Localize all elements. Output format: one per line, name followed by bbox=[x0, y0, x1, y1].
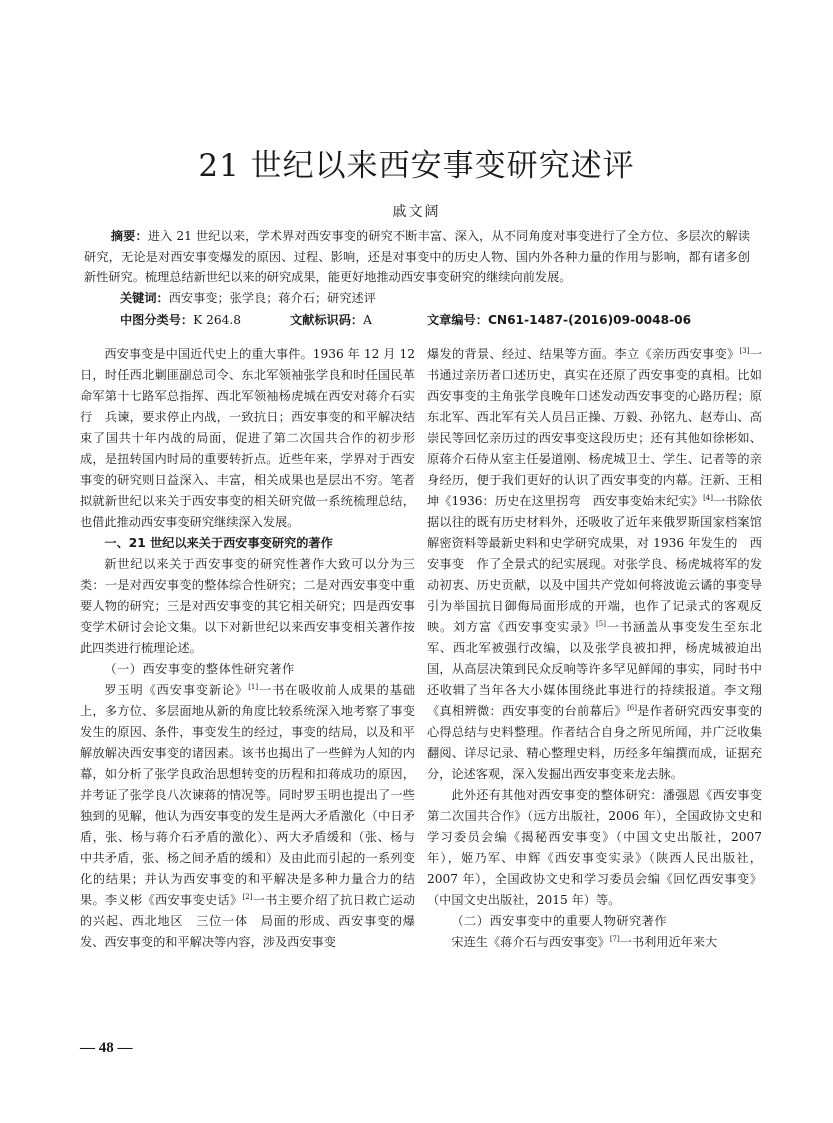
article-title: 21 世纪以来西安事变研究述评 bbox=[198, 148, 635, 184]
intro-paragraph: 西安事变是中国近代史上的重大事件。1936 年 12 月 12 日，时任西北剿匪副总司令、东北军领袖张学良和时任国民革命军第十七路军总指挥、西北军领袖杨虎城在西安对蒋介石实行 兵谏，要求停止内战，一致抗日；西安事变的和平解决结束了国共十年内战的局面，促进了第二次国共合作的初步形成，是扭转国内时局的重要转折点。近些年来，学界对于西安事变的研究则日益深入、丰富，相关成果也是层出不穷。笔者拟就新世纪以来关于西安事变的相关研究做一系统梳理总结，也借此推动西安事变研究继续深入发展。 bbox=[80, 347, 415, 529]
abstract-text: 进入 21 世纪以来，学术界对西安事变的研究不断丰富、深入，从不同角度对事变进行了全方位、多层次的解读研究，无论是对西安事变爆发的原因、过程、影响，还是对事变中的历史人物、国内外各种力量的作用与影响，都有诸多创新性研究。梳理总结新世纪以来的研究成果，能更好地推动西安事变研究的继续向前发展。 bbox=[84, 229, 750, 284]
section-heading-1: 一、21 世纪以来关于西安事变研究的著作 bbox=[104, 536, 333, 550]
citation-6: [6] bbox=[627, 703, 637, 712]
doc-code-label: 文献标识码： bbox=[290, 313, 364, 327]
other-works-paragraph: 此外还有其他对西安事变的整体研究：潘强恩《西安事变第二次国共合作》（远方出版社，2006 年），全国政协文史和学习委员会编《揭秘西安事变》（中国文史出版社，2007 年），姬乃军、申辉《西安事变实录》（陕西人民出版社，2007 年），全国政协文史和学习委员会编《回忆西安事变》（中国文史出版社，2015 年）等。 bbox=[427, 788, 762, 907]
subheading-1: （一）西安事变的整体性研究著作 bbox=[104, 662, 295, 676]
section1-sub2-paragraph: 宋连生《蒋介石与西安事变》[7]一书利用近年来大 bbox=[451, 934, 718, 949]
subheading-2: （二）西安事变中的重要人物研究著作 bbox=[451, 914, 668, 928]
keywords-text: 西安事变；张学良；蒋介石；研究述评 bbox=[168, 291, 376, 305]
right-column bbox=[427, 344, 762, 953]
keywords-label: 关键词： bbox=[120, 291, 169, 305]
article-number-label: 文章编号： bbox=[427, 313, 488, 327]
doc-code-value: A bbox=[363, 313, 372, 327]
article-number-value: CN61-1487-(2016)09-0048-06 bbox=[487, 313, 692, 327]
citation-5: [5] bbox=[596, 619, 606, 628]
citation-4: [4] bbox=[703, 493, 713, 502]
citation-2: [2] bbox=[242, 892, 253, 901]
clc-label: 中图分类号： bbox=[120, 313, 194, 327]
citation-1: [1] bbox=[248, 682, 259, 691]
section1-sub1-paragraph: 罗玉明《西安事变新论》[1]一书在吸收前人成果的基础上，多方位、多层面地从新的角度比较系统深入地考察了事变发生的原因、条件，事变发生的经过，事变的结局，以及和平解放解决西安事变的诸因素。该书也揭出了一些鲜为人知的内幕，如分析了张学良政治思想转变的历程和扣蒋成功的原因，并考证了张学良八次谏蒋的情况等。同时罗玉明也提出了一些独到的见解，他认为西安事变的发生是两大矛盾激化（中日矛盾，张、杨与蒋介石矛盾的激化）、两大矛盾缓和（张、杨与中共矛盾，张、杨之间矛盾的缓和）及由此而引起的一系列变化的结果；并认为西安事变的和平解决是多种力量合力的结果。李义彬《西安事变史话》[2]一书主要介绍了抗日救亡运动的兴起、西北地区 三位一体 局面的形成、西安事变的爆发、西安事变的和平解决等内容，涉及西安事变 bbox=[80, 682, 416, 949]
clc-value: K 264.8 bbox=[193, 313, 241, 327]
section1-paragraph: 新世纪以来关于西安事变的研究性著作大致可以分为三类：一是对西安事变的整体综合性研究；二是对西安事变中重要人物的研究；三是对西安事变的其它相关研究；四是西安事变学术研讨会论文集。以下对新世纪以来西安事变相关著作按此四类进行梳理论述。 bbox=[80, 557, 415, 655]
abstract bbox=[84, 226, 750, 288]
abstract-label: 摘要： bbox=[110, 229, 148, 243]
author-name: 戚文阔 bbox=[392, 204, 441, 220]
citation-7: [7] bbox=[609, 934, 620, 943]
page-number: — 48 — bbox=[80, 1040, 133, 1056]
left-column bbox=[80, 344, 415, 953]
citation-3: [3] bbox=[739, 346, 750, 355]
keywords bbox=[120, 289, 376, 306]
continued-paragraph: 爆发的背景、经过、结果等方面。李立《亲历西安事变》[3]一书通过亲历者口述历史，真实在还原了西安事变的真相。比如西安事变的主角张学良晚年口述发动西安事变的心路历程；原东北军、西北军有关人员吕正操、万毅、孙铭九、赵寿山、高崇民等回忆亲历过的西安事变这段历史；还有其他如徐彬如、原蒋介石侍从室主任晏道刚、杨虎城卫士、学生、记者等的亲身经历，便于我们更好的认识了西安事变的内幕。汪新、王相坤《1936：历史在这里拐弯 西安事变始末纪实》[4]一书除依据以往的既有历史材料外，还吸收了近年来俄罗斯国家档案馆解密资料等最新史料和史学研究成果，对 1936 年发生的 西安事变 作了全景式的纪实展现。对张学良、杨虎城将军的发动初衷、历史贡献，以及中国共产党如何将波诡云谲的事变导引为举国抗日御侮局面形成的开端，也作了记录式的客观反映。刘方富《西安事变实录》[5]一书涵盖从事变发生至东北军、西北军被强行改编，以及张学良被扣押，杨虎城被迫出国，从高层决策到民众反响等许多罕见鲜闻的事实，同时书中还收辑了当年各大小媒体围绕此事进行的持续报道。李文翔《真相辨微：西安事变的台前幕后》[6]是作者研究西安事变的心得总结与史料整理。作者结合自身之所见所闻，并广泛收集翻阅、详尽记录、精心整理史料，历经多年编撰而成，证据充分，论述客观，深入发掘出西安事变来龙去脉。 bbox=[427, 346, 763, 781]
